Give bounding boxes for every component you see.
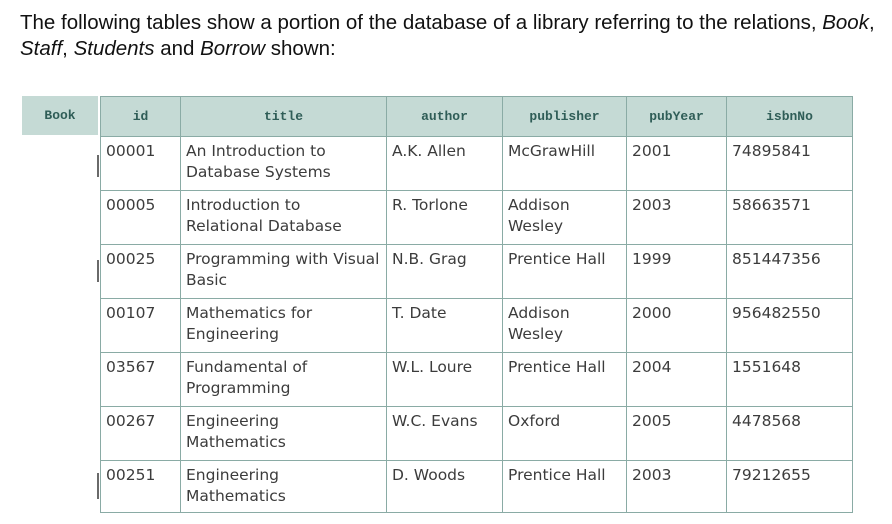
cell-author: W.C. Evans	[387, 407, 503, 461]
cell-pubyear: 2003	[627, 461, 727, 513]
intro-sep-1: ,	[868, 11, 875, 34]
cell-author: N.B. Grag	[387, 245, 503, 299]
cell-title: Mathematics for Engineering	[181, 299, 387, 353]
cell-pubyear: 1999	[627, 245, 727, 299]
cell-title: An Introduction to Database Systems	[181, 137, 387, 191]
relation-name-label: Book	[22, 96, 98, 135]
row-marker-line	[97, 260, 99, 282]
cell-isbnno: 851447356	[727, 245, 853, 299]
cell-author: R. Torlone	[387, 191, 503, 245]
cell-author: T. Date	[387, 299, 503, 353]
cell-id: 00267	[101, 407, 181, 461]
cell-id: 00001	[101, 137, 181, 191]
cell-id: 03567	[101, 353, 181, 407]
cell-publisher: Addison Wesley	[503, 299, 627, 353]
intro-sep-2: ,	[62, 37, 74, 60]
table-row	[101, 461, 853, 513]
cell-id: 00025	[101, 245, 181, 299]
column-header-title: title	[181, 97, 387, 137]
column-header-id: id	[101, 97, 181, 137]
cell-pubyear: 2003	[627, 191, 727, 245]
table-row	[101, 137, 853, 191]
cell-publisher: Prentice Hall	[503, 245, 627, 299]
intro-paragraph	[20, 10, 880, 62]
intro-text-1: The following tables show a portion of the database of a library referring to the relations,	[20, 11, 823, 34]
cell-pubyear: 2005	[627, 407, 727, 461]
table-row	[101, 191, 853, 245]
cell-author: A.K. Allen	[387, 137, 503, 191]
cell-publisher: Oxford	[503, 407, 627, 461]
row-marker-line	[97, 155, 99, 177]
table-header-row	[101, 97, 853, 137]
relation-students: Students	[73, 37, 155, 60]
cell-publisher: Prentice Hall	[503, 353, 627, 407]
book-table	[100, 96, 853, 513]
intro-text-2: shown:	[265, 37, 336, 60]
cell-title: Introduction to Relational Database	[181, 191, 387, 245]
cell-id: 00107	[101, 299, 181, 353]
cell-author: D. Woods	[387, 461, 503, 513]
relation-staff: Staff	[20, 37, 63, 60]
relation-borrow: Borrow	[200, 37, 266, 60]
cell-isbnno: 4478568	[727, 407, 853, 461]
cell-id: 00005	[101, 191, 181, 245]
column-header-author: author	[387, 97, 503, 137]
column-header-publisher: publisher	[503, 97, 627, 137]
cell-isbnno: 74895841	[727, 137, 853, 191]
intro-sep-3: and	[154, 37, 201, 60]
cell-isbnno: 79212655	[727, 461, 853, 513]
table-row	[101, 407, 853, 461]
table-row	[101, 353, 853, 407]
cell-title: Fundamental of Programming	[181, 353, 387, 407]
cell-isbnno: 956482550	[727, 299, 853, 353]
relation-book: Book	[822, 11, 869, 34]
cell-isbnno: 1551648	[727, 353, 853, 407]
table-row	[101, 245, 853, 299]
cell-pubyear: 2000	[627, 299, 727, 353]
column-header-pubyear: pubYear	[627, 97, 727, 137]
column-header-isbnno: isbnNo	[727, 97, 853, 137]
cell-id: 00251	[101, 461, 181, 513]
row-marker-line	[97, 473, 99, 499]
cell-isbnno: 58663571	[727, 191, 853, 245]
cell-title: Engineering Mathematics	[181, 461, 387, 513]
cell-author: W.L. Loure	[387, 353, 503, 407]
cell-publisher: Prentice Hall	[503, 461, 627, 513]
cell-publisher: Addison Wesley	[503, 191, 627, 245]
table-row	[101, 299, 853, 353]
cell-pubyear: 2001	[627, 137, 727, 191]
cell-publisher: McGrawHill	[503, 137, 627, 191]
cell-pubyear: 2004	[627, 353, 727, 407]
cell-title: Programming with Visual Basic	[181, 245, 387, 299]
cell-title: Engineering Mathematics	[181, 407, 387, 461]
